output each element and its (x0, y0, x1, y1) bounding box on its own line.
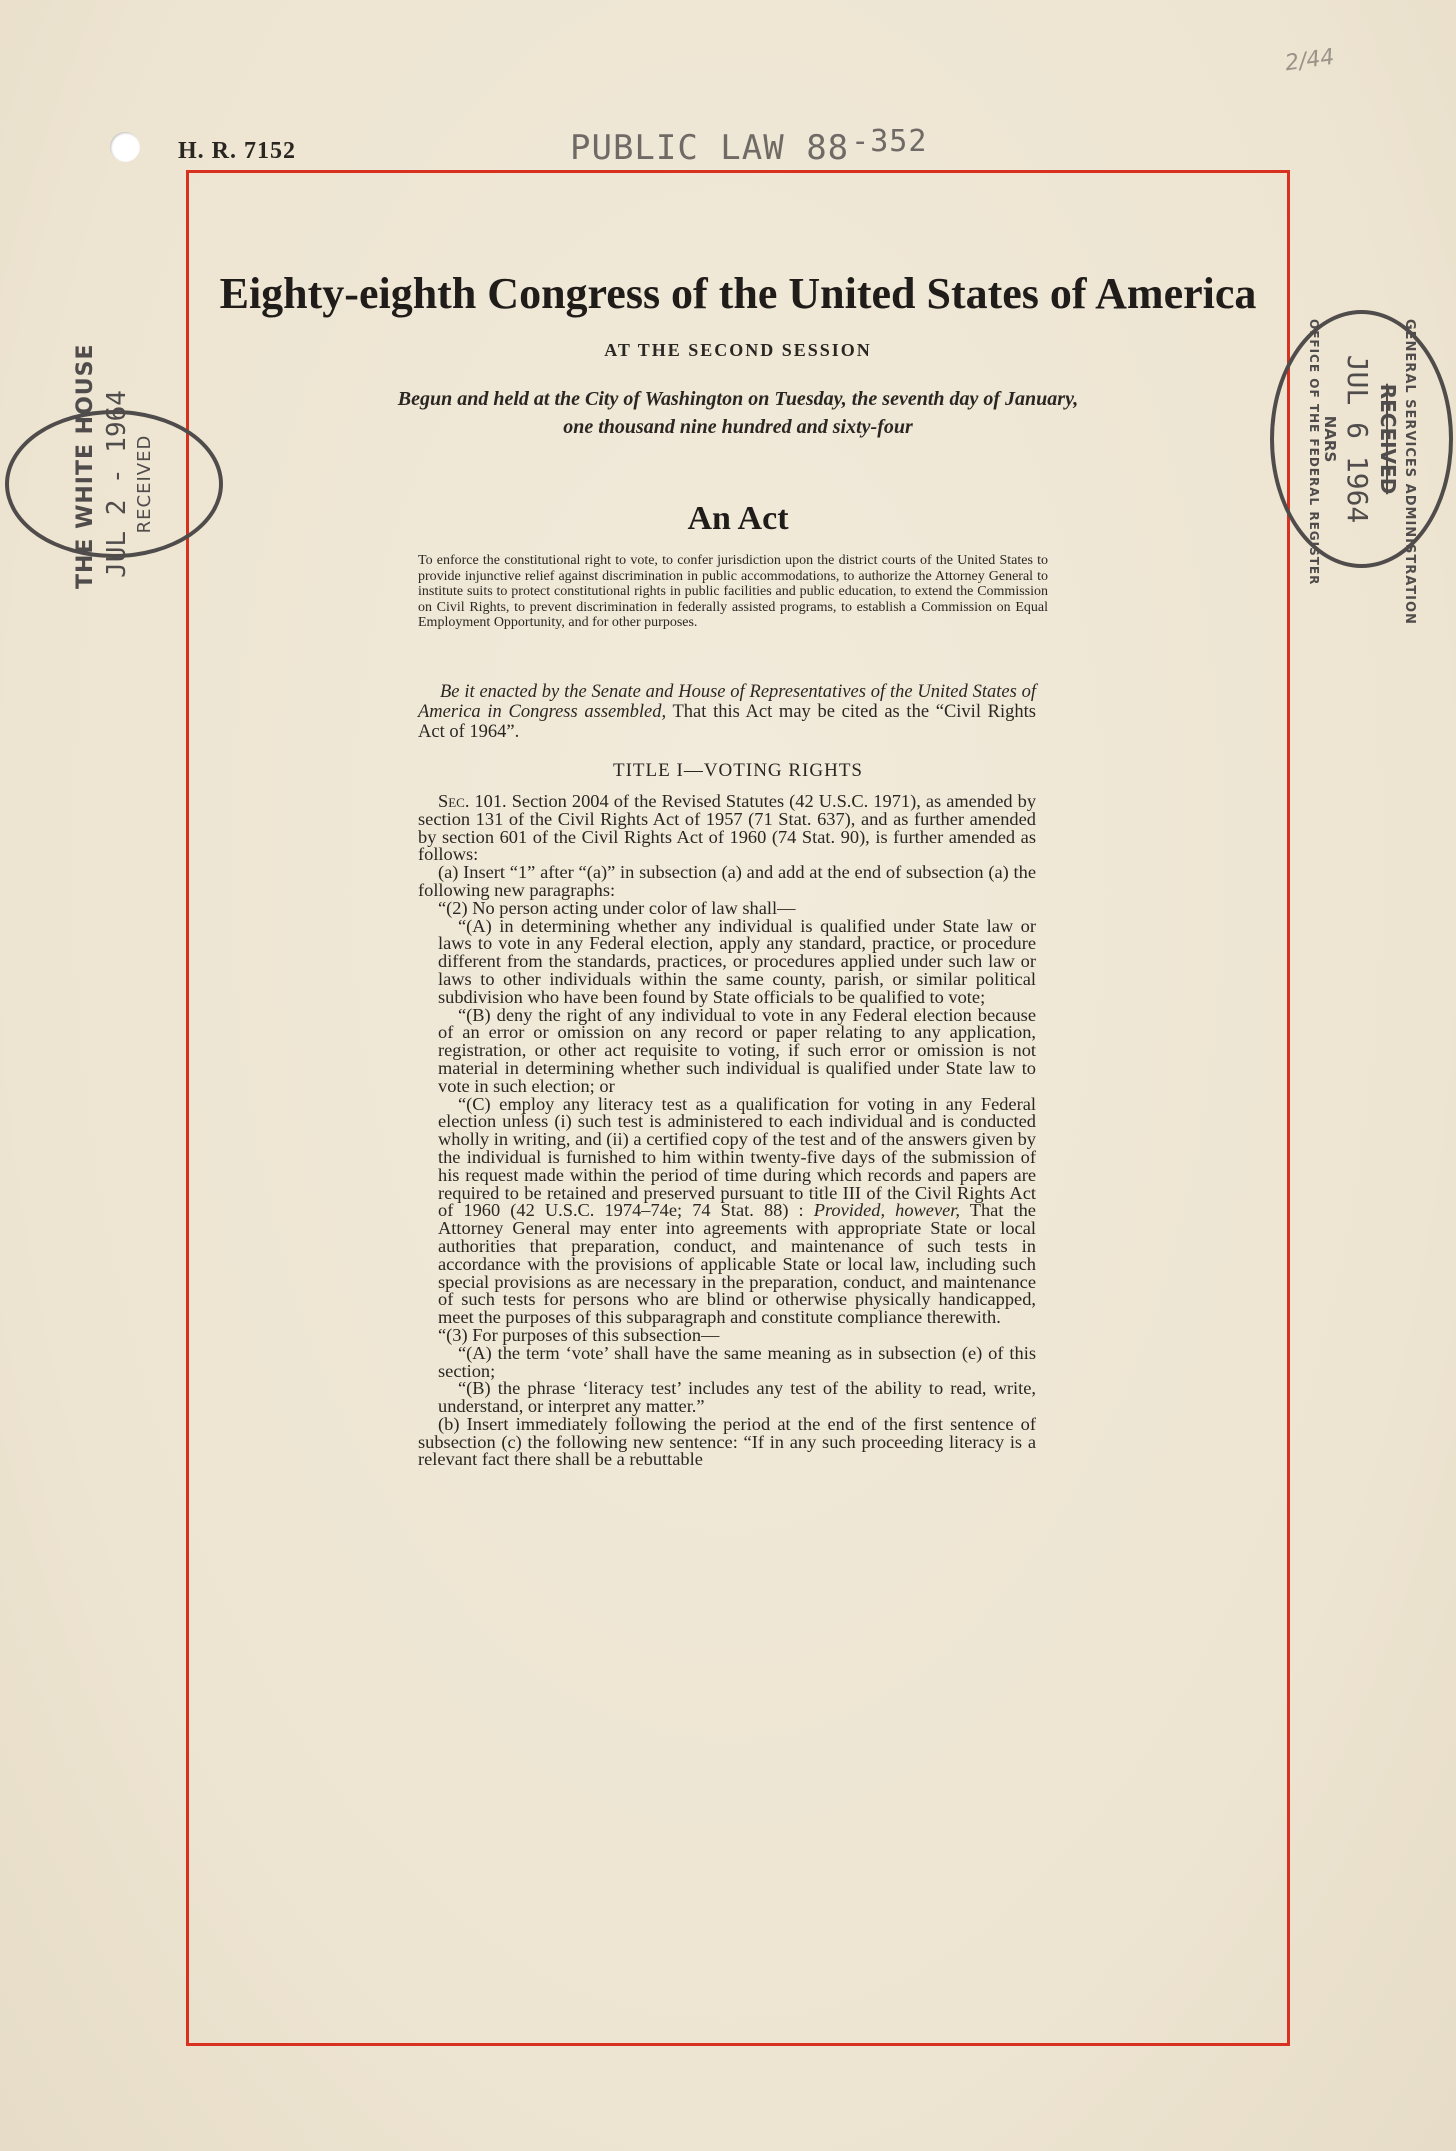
public-law-stamp (570, 124, 928, 168)
begun-and-held (186, 385, 1290, 441)
stamp-title: THE WHITE HOUSE (73, 343, 98, 589)
stamp-agency: GENERAL SERVICES ADMINISTRATION (1401, 319, 1417, 625)
punch-hole (110, 132, 140, 162)
statute-body (418, 793, 1036, 1469)
section-text: Section 2004 of the Revised Statutes (42 U.S.C. 1971), as amended by section 131 of the Civil Rights Act of 1957 (71 Stat. 637), and as further amended by section 601 of the Civil Rights Act of 1960 (74 Stat. 90), is further amended as follows: (418, 791, 1037, 865)
paragraph-2C (418, 1093, 1036, 1328)
paragraph-3B: “(B) the phrase ‘literacy test’ includes any test of the ability to read, write, understand, or interpret any matter.” (438, 1378, 1036, 1417)
paragraph-2B: “(B) deny the right of any individual to vote in any Federal election because of an error or omission on any record or paper relating to any application, registration, or other act requisite to voting, if such error or omission is not material in determining whether such individual is qualified under State law to vote in such election; or (438, 1004, 1036, 1096)
paragraph-3: “(3) For purposes of this subsection— (438, 1324, 720, 1345)
enacting-clause (418, 682, 1036, 742)
section-label: Sec. 101. (438, 791, 507, 811)
act-heading: An Act (687, 500, 789, 537)
paragraph-b: (b) Insert immediately following the period at the end of the first sentence of subsection (c) the following new sentence: “If in any such proceeding literacy is a relevant fact there shall be a rebuttable (418, 1413, 1036, 1470)
enact-rest: That this Act may be cited as the “Civil Rights Act of 1964”. (418, 702, 1036, 742)
stamp-status: RECEIVED (134, 434, 155, 534)
stamp-status: RECEIVED (1375, 383, 1400, 495)
nars-received-stamp (1270, 310, 1453, 625)
paragraph-2C-start: “(C) employ any literacy test as a qualification for voting in any Federal election unless (i) such test is administered to each individual and is conducted wholly in writing, and (ii) a certified copy of the test and of the answers given by the individual is furnished to him within twenty-five days of the submission of his request made within the period of time during which records and papers are required to be retained and preserved pursuant to title III of the Civil Rights Act of 1960 (42 U.S.C. 1974–74e; 74 Stat. 88) : (438, 1093, 1036, 1221)
public-law-congress: 88 (806, 128, 850, 168)
begun-line-2: one thousand nine hundred and sixty-four (563, 416, 913, 438)
purpose-text: To enforce the constitutional right to vote, to confer jurisdiction upon the district courts of the United States to provide injunctive relief against discrimination in public accommodations, to authorize the Attorney General to institute suits to protect constitutional rights in public facilities and public education, to extend the Commission on Civil Rights, to prevent discrimination in federally assisted programs, to establish a Commission on Equal Employment Opportunity, and for other purposes. (418, 553, 1048, 631)
bill-number: H. R. 7152 (178, 138, 296, 164)
paragraph-a: (a) Insert “1” after “(a)” in subsection (a) and add at the end of subsection (a) the following new paragraphs: (418, 862, 1036, 900)
public-law-prefix: PUBLIC LAW (570, 128, 785, 168)
public-law-number: -352 (851, 124, 928, 159)
enact-italic: Be it enacted by the Senate and House of Representatives of the United States of America in Congress assembled, (418, 682, 1036, 722)
title-heading: TITLE I—VOTING RIGHTS (612, 760, 863, 781)
paragraph-2: “(2) No person acting under color of law shall— (438, 897, 796, 918)
pencil-annotation: 2/44 (1283, 44, 1336, 77)
paragraph-2C-proviso: Provided, however, (813, 1200, 960, 1221)
paragraph-2C-end: That the Attorney General may enter into agreements with appropriate State or local authorities that preparation, conduct, and maintenance of such tests in accordance with the provisions of applicable State or local law, including such special provisions as are necessary in the preparation, conduct, and maintenance of such tests for persons who are blind or otherwise physically handicapped, meet the purposes of this subparagraph and constitute compliance therewith. (438, 1200, 1036, 1328)
stamp-division: NARS (1320, 415, 1339, 463)
session-heading: AT THE SECOND SESSION (604, 340, 872, 360)
stamp-office: OFFICE OF THE FEDERAL REGISTER (1306, 319, 1321, 586)
section-101 (418, 793, 1036, 864)
congress-title: Eighty-eighth Congress of the United States of America (219, 269, 1257, 318)
paragraph-3A: “(A) the term ‘vote’ shall have the same meaning as in subsection (e) of this section; (438, 1342, 1036, 1381)
paragraph-2A: “(A) in determining whether any individual is qualified under State law or laws to vote in any Federal election, apply any standard, practice, or procedure different from the standards, practices, or procedures applied under such law or laws to other individuals within the same county, parish, or similar political subdivision who have been found by State officials to be qualified to vote; (438, 915, 1036, 1007)
stamp-date: JUL 6 1964 (1340, 354, 1374, 524)
act-purpose (418, 553, 1048, 631)
begun-line-1: Begun and held at the City of Washington on Tuesday, the seventh day of January, (397, 388, 1079, 410)
stamp-date: JUL 2 - 1964 (102, 390, 132, 578)
